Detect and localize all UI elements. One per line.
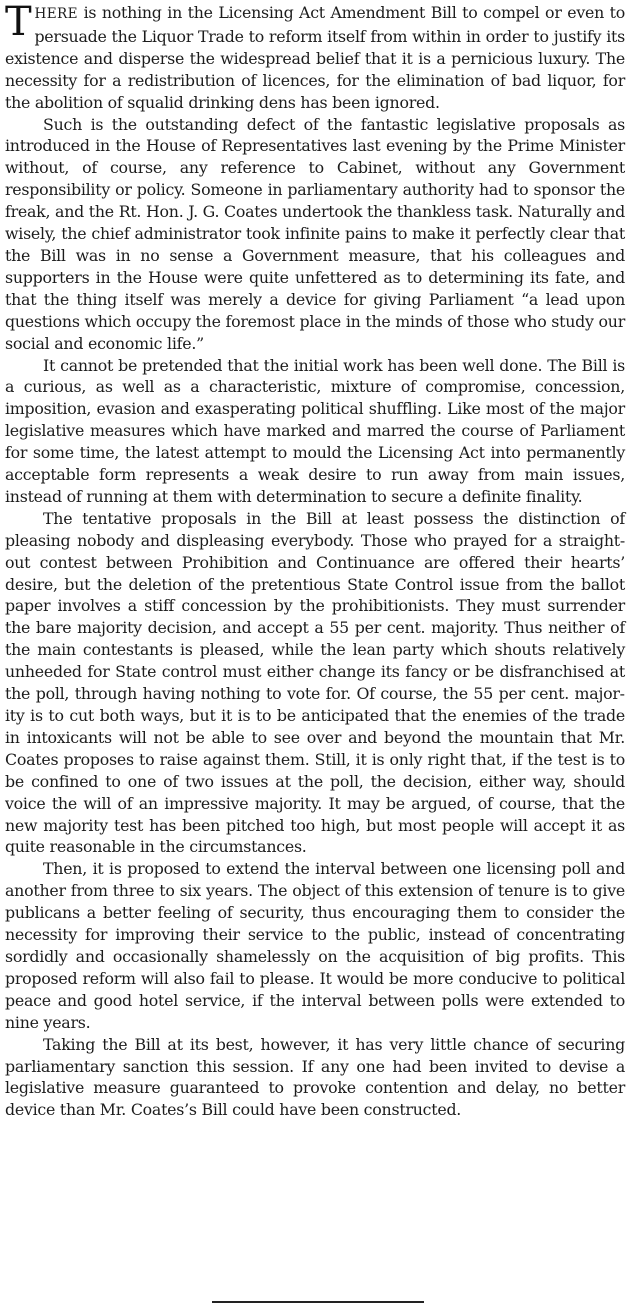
paragraph-3: It cannot be pretended that the initial work has been well done. The Bill is a curious, as well as a characteristic, mixture of compromise, concession, imposition, evasion and exasperating political shuffling. Like most of the major legislative measures which have marked and marred the course of Parliament for some time, the latest attempt to mould the Licensing Act into permanently acceptable form represents a weak desire to run away from main issues, instead of running at them with determination to secure a definite finality. — [5, 355, 625, 506]
closing-divider-rule — [212, 1301, 424, 1303]
newspaper-editorial — [5, 2, 625, 1121]
paragraph-4: The tentative proposals in the Bill at least possess the distinction of pleasing nobody and displeasing everybody. Those who prayed for a straight-out contest between Prohibition and Continuance are offered their hearts’ desire, but the deletion of the pretentious State Control issue from the ballot paper involves a stiff concession by the prohibitionists. They must surrender the bare majority decision, and accept a 55 per cent. majority. Thus neither of the main contestants is pleased, while the lean party which shouts relatively unheeded for State control must either change its fancy or be disfranchised at the poll, through having nothing to vote for. Of course, the 55 per cent. majority is to cut both ways, but it is to be anticipated that the enemies of the trade in intoxicants will not be able to see over and beyond the mountain that Mr. Coates proposes to raise against them. Still, it is only right that, if the test is to be confined to one of two issues at the poll, the decision, either way, should voice the will of an impressive majority. It may be argued, of course, that the new majority test has been pitched too high, but most people will accept it as quite reasonable in the circumstances. — [5, 508, 625, 857]
paragraph-5: Then, it is proposed to extend the interval between one licensing poll and another from three to six years. The object of this extension of tenure is to give publicans a better feeling of security, thus encouraging them to consider the necessity for improving their service to the public, instead of concentrating sordidly and occasionally shamelessly on the acquisition of big profits. This proposed reform will also fail to please. It would be more conducive to political peace and good hotel service, if the interval between polls were extended to nine years. — [5, 859, 625, 1032]
paragraph-6: Taking the Bill at its best, however, it has very little chance of securing parliamentary sanction this session. If any one had been invited to devise a legislative measure guaranteed to provoke contention and delay, no better device than Mr. Coates’s Bill could have been constructed. — [5, 1034, 625, 1120]
paragraph-1-text: is nothing in the Licensing Act Amendment Bill to compel or even to persuade the Liquor Trade to reform itself from within in order to justify its existence and disperse the widespread belief that it is a pernicious luxury. The necessity for a redistribution of licences, for the elimination of bad liquor, for the abolition of squalid drinking dens has been ignored. — [5, 3, 625, 112]
drop-cap-letter: T — [5, 0, 32, 45]
paragraph-2: Such is the outstanding defect of the fantastic legislative proposals as introduced in the House of Representatives last evening by the Prime Minister without, of course, any reference to Cabinet, without any Government responsibility or policy. Someone in parliamentary authority had to sponsor the freak, and the Rt. Hon. J. G. Coates undertook the thankless task. Naturally and wisely, the chief administrator took infinite pains to make it perfectly clear that the Bill was in no sense a Government measure, that his colleagues and supporters in the House were quite unfettered as to determining its fate, and that the thing itself was merely a device for giving Parliament “a lead upon questions which occupy the foremost place in the minds of those who study our social and economic life.” — [5, 114, 625, 353]
opening-word-smallcaps: HERE — [34, 6, 78, 22]
paragraph-1 — [5, 2, 625, 114]
